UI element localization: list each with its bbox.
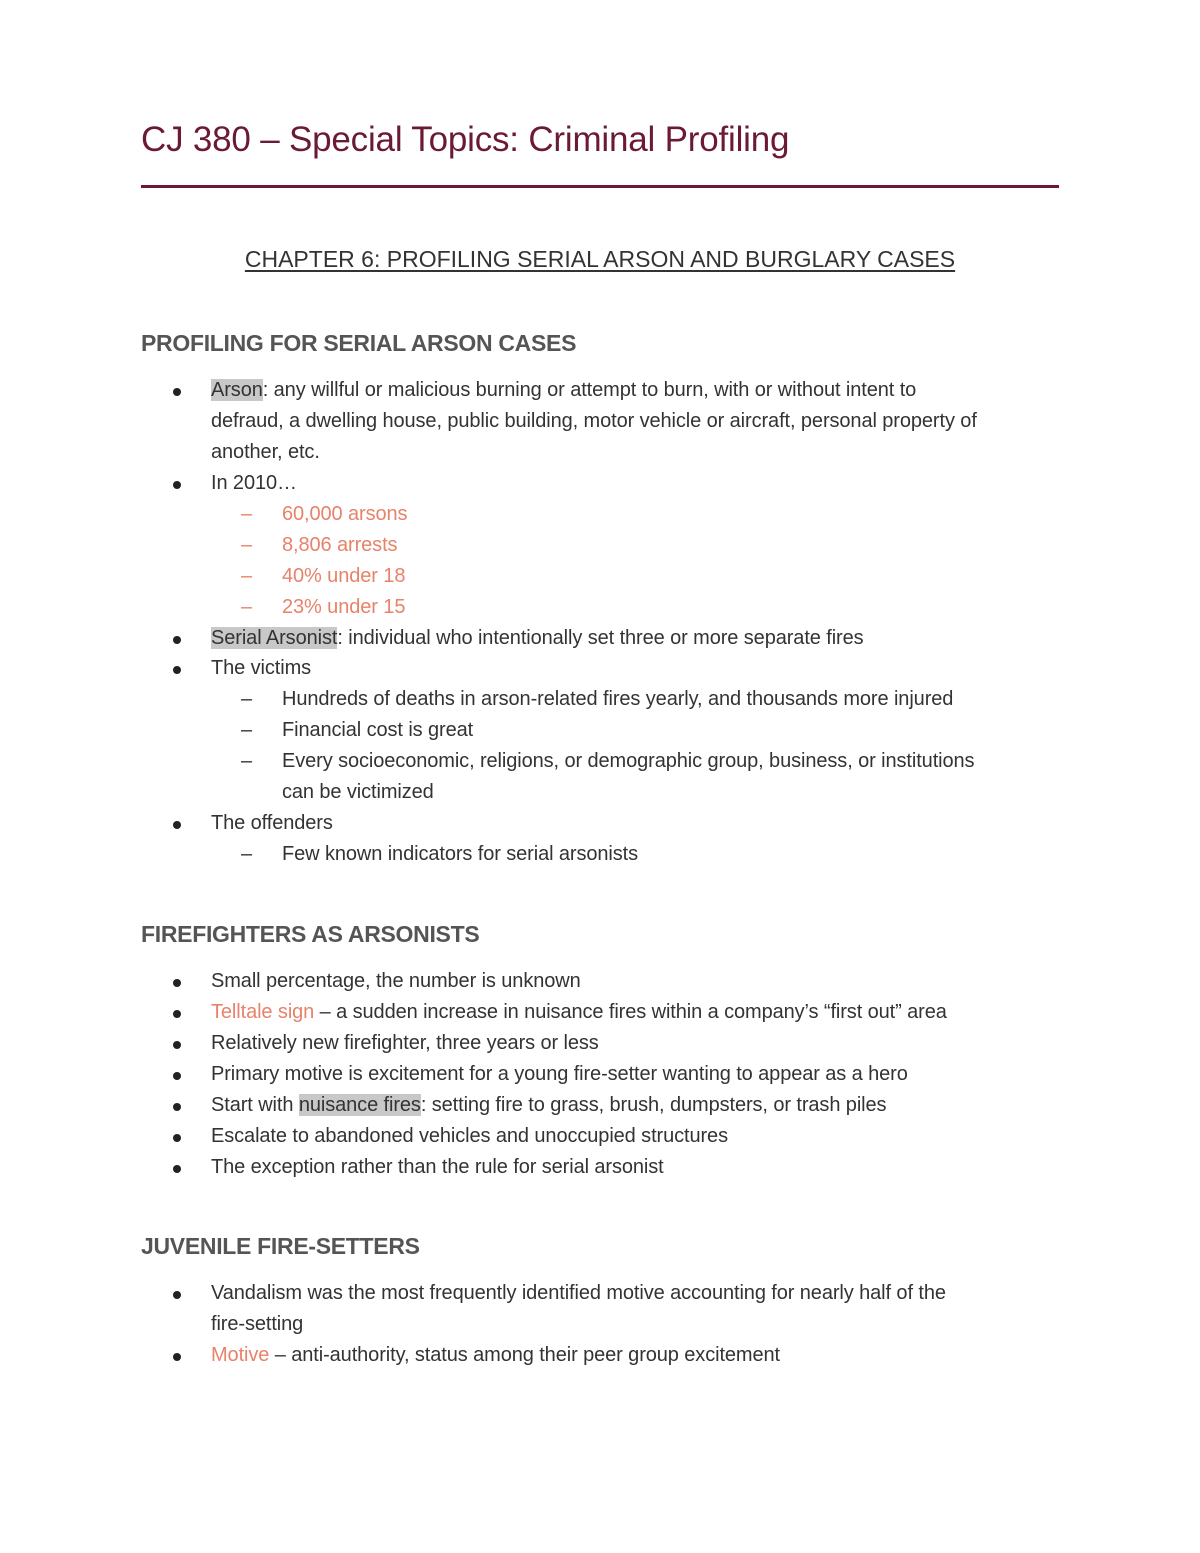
chapter-heading: CHAPTER 6: PROFILING SERIAL ARSON AND BURGLARY CASES — [244, 246, 956, 272]
list-item: The victims — [211, 657, 312, 679]
term-motive: Motive — [211, 1344, 270, 1366]
dash-icon: – — [241, 596, 253, 618]
sub-item: Hundreds of deaths in arson-related fires yearly, and thousands more injured — [282, 688, 954, 710]
term-arson: Arson — [211, 379, 263, 401]
section-heading-firefighters: FIREFIGHTERS AS ARSONISTS — [141, 921, 480, 947]
bullet-icon — [173, 1165, 181, 1173]
list-item: The offenders — [211, 812, 333, 834]
dash-icon: – — [241, 750, 253, 772]
dash-icon: – — [241, 534, 253, 556]
list-item: Vandalism was the most frequently identified motive accounting for nearly half of the — [211, 1282, 946, 1304]
title-divider — [141, 185, 1059, 188]
list-item: Small percentage, the number is unknown — [211, 970, 581, 992]
item-text: : setting fire to grass, brush, dumpsters, or trash piles — [420, 1094, 887, 1116]
list-item — [211, 1090, 886, 1121]
bullet-icon — [173, 481, 181, 489]
bullet-icon — [173, 1072, 181, 1080]
bullet-icon — [173, 1291, 181, 1299]
dash-icon: – — [241, 565, 253, 587]
bullet-icon — [173, 1134, 181, 1142]
list-item: Escalate to abandoned vehicles and unoccupied structures — [211, 1125, 728, 1147]
list-item — [211, 623, 864, 654]
list-item: Primary motive is excitement for a young fire-setter wanting to appear as a hero — [211, 1063, 908, 1085]
bullet-icon — [173, 821, 181, 829]
bullet-icon — [173, 1041, 181, 1049]
definition-text: : any willful or malicious burning or attempt to burn, with or without intent to — [262, 379, 917, 401]
stat-item: 40% under 18 — [282, 565, 406, 587]
bullet-icon — [173, 1353, 181, 1361]
list-item: The exception rather than the rule for serial arsonist — [211, 1156, 664, 1178]
dash-icon: – — [241, 503, 253, 525]
list-item: Relatively new firefighter, three years or less — [211, 1032, 599, 1054]
list-item-continuation: fire-setting — [211, 1313, 304, 1335]
stat-item: 8,806 arrests — [282, 534, 398, 556]
dash-icon: – — [241, 719, 253, 741]
term-telltale-sign: Telltale sign — [211, 1001, 315, 1023]
stat-item: 60,000 arsons — [282, 503, 408, 525]
definition-text: : individual who intentionally set three or more separate fires — [337, 627, 864, 649]
sub-item: Few known indicators for serial arsonists — [282, 843, 639, 865]
list-item: In 2010… — [211, 472, 297, 494]
stat-item: 23% under 15 — [282, 596, 406, 618]
sub-item: Every socioeconomic, religions, or demographic group, business, or institutions — [282, 750, 975, 772]
bullet-icon — [173, 388, 181, 396]
bullet-icon — [173, 666, 181, 674]
bullet-icon — [173, 636, 181, 644]
sub-item: Financial cost is great — [282, 719, 474, 741]
dash-icon: – — [241, 843, 253, 865]
item-text: Start with — [211, 1094, 299, 1116]
definition-text: – a sudden increase in nuisance fires within a company’s “first out” area — [314, 1001, 947, 1023]
section-heading-arson: PROFILING FOR SERIAL ARSON CASES — [141, 330, 577, 356]
bullet-icon — [173, 1010, 181, 1018]
sub-item-continuation: can be victimized — [282, 781, 434, 803]
definition-text: – anti-authority, status among their peer group excitement — [269, 1344, 780, 1366]
list-item — [211, 1340, 780, 1371]
bullet-icon — [173, 979, 181, 987]
list-item-continuation: another, etc. — [211, 441, 320, 463]
term-serial-arsonist: Serial Arsonist — [211, 627, 338, 649]
term-nuisance-fires: nuisance fires — [298, 1094, 421, 1116]
list-item-continuation: defraud, a dwelling house, public building, motor vehicle or aircraft, personal property of — [211, 410, 977, 432]
bullet-icon — [173, 1103, 181, 1111]
list-item — [211, 997, 947, 1028]
list-item — [211, 375, 916, 406]
dash-icon: – — [241, 688, 253, 710]
document-title: CJ 380 – Special Topics: Criminal Profiling — [141, 120, 790, 159]
section-heading-juvenile: JUVENILE FIRE-SETTERS — [141, 1233, 420, 1259]
